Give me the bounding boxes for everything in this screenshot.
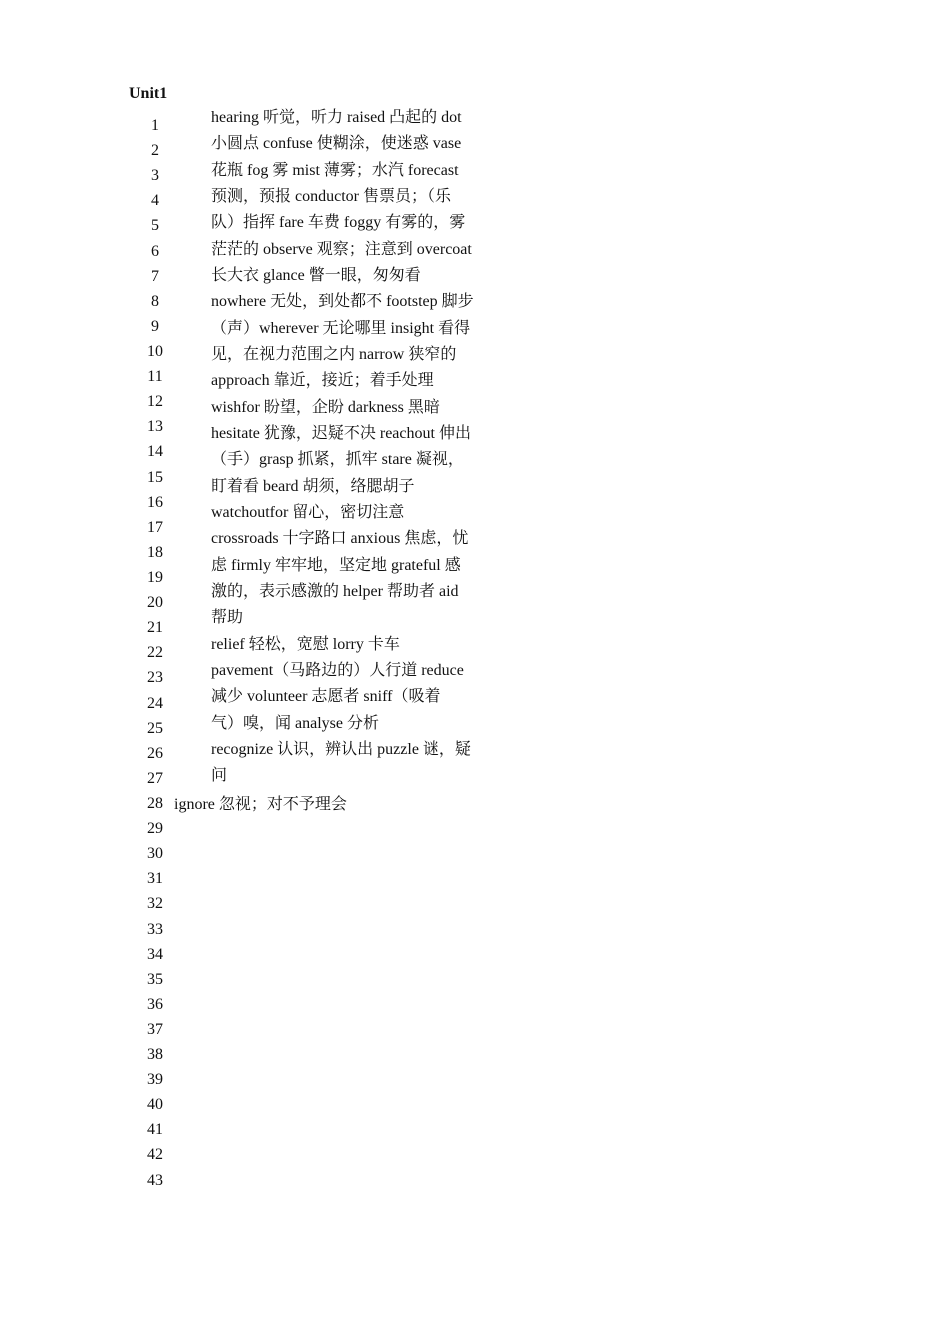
line-number: 14 xyxy=(147,443,163,461)
line-number: 22 xyxy=(147,644,163,662)
vocabulary-text-block xyxy=(211,105,501,790)
vocabulary-line: （手）grasp 抓紧，抓牢 stare 凝视， xyxy=(211,451,464,469)
unit-title: Unit1 xyxy=(129,85,168,102)
line-number: 3 xyxy=(151,167,159,185)
line-number: 8 xyxy=(151,292,159,310)
vocabulary-line: pavement（马路边的）人行道 reduce xyxy=(211,661,464,679)
line-number: 23 xyxy=(147,669,163,687)
line-number: 36 xyxy=(147,995,163,1013)
line-number: 12 xyxy=(147,393,163,411)
line-number: 29 xyxy=(147,820,163,838)
vocabulary-line: 预测，预报 conductor 售票员；（乐 xyxy=(211,187,451,205)
line-number: 16 xyxy=(147,493,163,511)
vocabulary-line: 盯着看 beard 胡须，络腮胡子 xyxy=(211,477,415,495)
line-number: 43 xyxy=(147,1171,163,1189)
vocabulary-line: approach 靠近，接近；着手处理 xyxy=(211,372,434,390)
vocabulary-line: watchoutfor 留心，密切注意 xyxy=(211,503,405,521)
vocabulary-line: hearing 听觉，听力 raised 凸起的 dot xyxy=(211,109,462,126)
line-number: 11 xyxy=(147,368,163,386)
line-number: 35 xyxy=(147,970,163,988)
line-number: 38 xyxy=(147,1046,163,1064)
line-number: 31 xyxy=(147,870,163,888)
vocabulary-line: hesitate 犹豫，迟疑不决 reachout 伸出 xyxy=(211,424,471,442)
line-number: 1 xyxy=(151,117,159,134)
vocabulary-line: relief 轻松，宽慰 lorry 卡车 xyxy=(211,635,400,653)
line-number: 24 xyxy=(147,694,163,712)
vocabulary-line: 队）指挥 fare 车费 foggy 有雾的，雾 xyxy=(211,214,466,232)
line-number: 13 xyxy=(147,418,163,436)
vocabulary-line: 问 xyxy=(211,767,228,785)
line-number: 6 xyxy=(151,242,159,260)
vocabulary-line: 花瓶 fog 雾 mist 薄雾；水汽 forecast xyxy=(211,161,459,179)
line-number: 9 xyxy=(151,317,159,335)
line-number: 17 xyxy=(147,518,163,536)
line-number: 26 xyxy=(147,744,163,762)
line-number-column xyxy=(140,113,170,1193)
vocabulary-line: （声）wherever 无论哪里 insight 看得 xyxy=(211,319,471,337)
vocabulary-line: 小圆点 confuse 使糊涂，使迷惑 vase xyxy=(211,135,462,153)
line-number: 10 xyxy=(147,342,163,360)
vocabulary-line: nowhere 无处，到处都不 footstep 脚步 xyxy=(211,293,474,311)
vocabulary-line: wishfor 盼望，企盼 darkness 黑暗 xyxy=(211,398,440,416)
line-number: 34 xyxy=(147,945,163,963)
vocabulary-line: 减少 volunteer 志愿者 sniff（吸着 xyxy=(211,688,441,706)
line-number: 39 xyxy=(147,1071,163,1089)
vocabulary-line: 气）嗅，闻 analyse 分析 xyxy=(211,714,379,732)
line-number: 40 xyxy=(147,1096,163,1114)
line-number: 37 xyxy=(147,1020,163,1038)
vocabulary-line: 帮助 xyxy=(211,609,244,627)
line-number: 7 xyxy=(151,267,159,285)
vocabulary-line: 见，在视力范围之内 narrow 狭窄的 xyxy=(211,345,457,363)
line-number: 41 xyxy=(147,1121,163,1139)
vocabulary-line: 茫茫的 observe 观察；注意到 overcoat xyxy=(211,240,472,258)
vocabulary-line: 激的，表示感激的 helper 帮助者 aid xyxy=(211,582,459,600)
line-number: 15 xyxy=(147,468,163,486)
vocabulary-line: recognize 认识，辨认出 puzzle 谜，疑 xyxy=(211,740,471,758)
line-number: 32 xyxy=(147,895,163,913)
vocabulary-line: 长大衣 glance 瞥一眼，匆匆看 xyxy=(211,266,421,284)
line-number: 18 xyxy=(147,543,163,561)
line-number: 30 xyxy=(147,845,163,863)
line-number: 5 xyxy=(151,217,159,235)
vocabulary-line: 虑 firmly 牢牢地，坚定地 grateful 感 xyxy=(211,556,461,574)
line-number: 25 xyxy=(147,719,163,737)
vocabulary-line: crossroads 十字路口 anxious 焦虑，忧 xyxy=(211,530,469,548)
line-number: 4 xyxy=(151,192,159,210)
line-number: 33 xyxy=(147,920,163,938)
vocabulary-last-line: ignore 忽视；对不予理会 xyxy=(174,796,347,813)
line-number: 27 xyxy=(147,769,163,787)
line-number: 2 xyxy=(151,142,159,160)
line-number: 21 xyxy=(147,619,163,637)
line-number: 28 xyxy=(147,794,163,812)
line-number: 19 xyxy=(147,568,163,586)
line-number: 42 xyxy=(147,1146,163,1164)
line-number: 20 xyxy=(147,594,163,612)
